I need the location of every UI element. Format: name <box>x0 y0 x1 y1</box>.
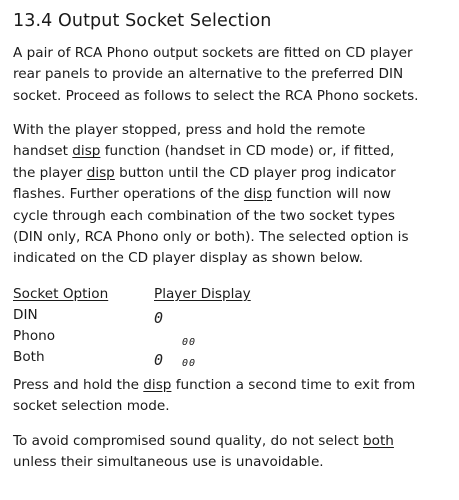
display-digits-small: 00 <box>182 358 197 369</box>
section-title: 13.4 Output Socket Selection <box>13 11 272 31</box>
text-run: function a second time to exit from <box>171 377 416 393</box>
column-header-socket-option: Socket Option <box>13 286 109 302</box>
paragraph-exit <box>13 375 415 418</box>
socket-option-label: DIN <box>13 307 38 323</box>
disp-keyword: disp <box>72 143 101 160</box>
paragraph-line <box>13 375 415 396</box>
paragraph-line <box>13 431 394 452</box>
paragraph-line <box>13 163 409 184</box>
paragraph-intro <box>13 43 418 107</box>
display-digit-large: 0 <box>154 351 164 369</box>
column-header-player-display: Player Display <box>154 286 251 302</box>
text-run: flashes. Further operations of the <box>13 186 244 203</box>
disp-keyword: disp <box>86 164 115 181</box>
paragraph-line: unless their simultaneous use is unavoidable. <box>13 454 324 471</box>
text-run: function will now <box>272 186 392 203</box>
display-digit-large: 0 <box>154 309 164 327</box>
text-run: Press and hold the <box>13 377 144 393</box>
socket-option-label: Phono <box>13 328 56 344</box>
display-digits-small: 00 <box>182 337 197 348</box>
paragraph-line: socket. Proceed as follows to select the RCA Phono sockets. <box>13 87 419 104</box>
paragraph-line: rear panels to provide an alternative to the preferred DIN <box>13 66 404 83</box>
paragraph-warning <box>13 431 394 474</box>
text-run: handset <box>13 143 73 160</box>
paragraph-line: cycle through each combination of the two socket types <box>13 207 395 224</box>
paragraph-line: indicated on the CD player display as shown below. <box>13 250 364 267</box>
text-run: function (handset in CD mode) or, if fitted, <box>100 143 395 160</box>
disp-keyword: disp <box>143 377 172 393</box>
text-run: button until the CD player prog indicator <box>114 164 396 181</box>
paragraph-line: A pair of RCA Phono output sockets are fitted on CD player <box>13 45 413 61</box>
paragraph-line <box>13 141 409 162</box>
text-run: To avoid compromised sound quality, do not select <box>13 433 364 449</box>
disp-keyword: disp <box>243 186 273 203</box>
paragraph-line <box>13 184 409 205</box>
paragraph-procedure <box>13 120 409 270</box>
paragraph-line: (DIN only, RCA Phono only or both). The selected option is <box>13 229 409 246</box>
paragraph-line: socket selection mode. <box>13 398 170 415</box>
text-run: the player <box>13 164 87 181</box>
socket-option-label: Both <box>13 349 45 365</box>
both-keyword: both <box>363 433 394 449</box>
paragraph-line: With the player stopped, press and hold the remote <box>13 122 366 138</box>
